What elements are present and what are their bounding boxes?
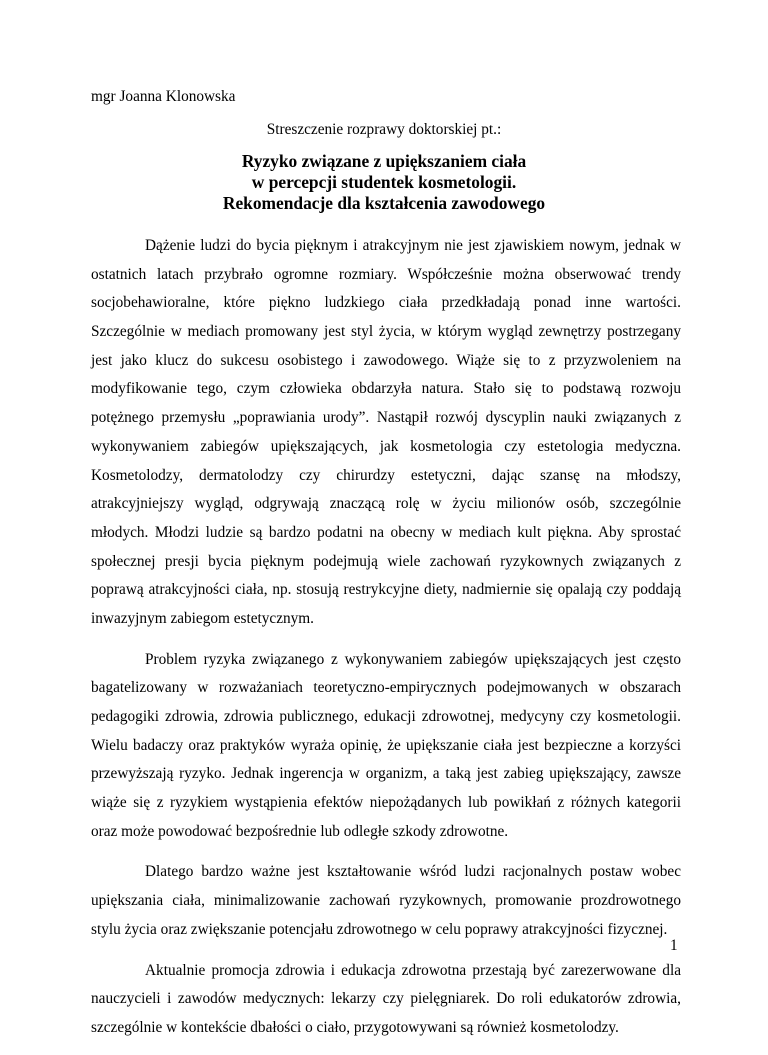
paragraph-line: młodych. Młodzi ludzie są bardzo podatni na obecny w mediach kult piękna. Aby sprostać: [91, 523, 681, 541]
paragraph-line: potężnego przemysłu „poprawiania urody”. Nastąpił rozwój dyscyplin nauki związanych z: [91, 409, 681, 427]
paragraph-line: ostatnich latach przybrało ogromne rozmiary. Współcześnie można obserwować trendy: [91, 265, 681, 283]
paragraph-line: poprawą atrakcyjności ciała, np. stosują restrykcyjne diety, nadmiernie się opalają czy poddają: [91, 581, 681, 599]
paragraph-line: Aktualnie promocja zdrowia i edukacja zdrowotna przestają być zarezerwowane dla: [145, 961, 681, 979]
body-paragraph: [91, 957, 681, 1043]
title-line: Ryzyko związane z upiększaniem ciała: [241, 151, 527, 171]
document-title: [0, 151, 768, 214]
paragraph-line: wykonywaniem zabiegów upiększających, jak kosmetologia czy estetologia medyczna.: [91, 437, 681, 455]
paragraph-line: pedagogiki zdrowia, zdrowia publicznego, edukacji zdrowotnej, medycyny czy kosmetologii.: [91, 708, 681, 725]
document-subtitle: Streszczenie rozprawy doktorskiej pt.:: [266, 121, 502, 138]
body-paragraph: [91, 646, 681, 847]
paragraph-line: jest jako klucz do sukcesu osobistego i zawodowego. Wiąże się to z przyzwoleniem na: [91, 351, 681, 369]
paragraph-line: Problem ryzyka związanego z wykonywaniem zabiegów upiększających jest często: [145, 650, 681, 668]
document-body: [91, 232, 681, 1055]
paragraph-line: wiąże się z ryzykiem wystąpienia efektów niepożądanych lub powikłań z różnych kategorii: [91, 794, 681, 812]
body-paragraph: [91, 858, 681, 944]
paragraph-line: atrakcyjniejszy wygląd, odgrywają znaczącą rolę w życiu milionów osób, szczególnie: [91, 495, 681, 513]
page-number: 1: [670, 937, 678, 954]
paragraph-line: przewyższają ryzyko. Jednak ingerencja w organizm, a taką jest zabieg upiększający, zawsze: [91, 765, 681, 783]
paragraph-line: społecznej presji bycia pięknym podejmują wiele zachowań ryzykownych związanych z: [91, 552, 681, 570]
title-line: w percepcji studentek kosmetologii.: [251, 172, 517, 192]
paragraph-line: inwazyjnym zabiegom estetycznym.: [91, 609, 315, 627]
paragraph-line: socjobehawioralne, które piękno ludzkiego ciała przedkładają ponad inne wartości.: [91, 294, 681, 312]
paragraph-line: stylu życia oraz zwiększanie potencjału zdrowotnego w celu poprawy atrakcyjności fizycznej.: [91, 920, 668, 938]
body-paragraph: [91, 232, 681, 634]
paragraph-line: nauczycieli i zawodów medycznych: lekarzy czy pielęgniarek. Do roli edukatorów zdrowia,: [91, 990, 681, 1008]
paragraph-line: modyfikowanie tego, czym człowieka obdarzyła natura. Stało się to podstawą rozwoju: [91, 380, 681, 398]
paragraph-line: bagatelizowany w rozważaniach teoretyczno-empirycznych podejmowanych w obszarach: [91, 679, 681, 697]
author-name: mgr Joanna Klonowska: [91, 88, 236, 105]
paragraph-line: Wielu badaczy oraz praktyków wyraża opinię, że upiększanie ciała jest bezpieczne a korzyści: [91, 736, 681, 754]
paragraph-line: Szczególnie w mediach promowany jest styl życia, w którym wygląd zewnętrzy postrzegany: [91, 323, 681, 341]
paragraph-line: szczególnie w kontekście dbałości o ciało, przygotowywani są również kosmetolodzy.: [91, 1018, 619, 1036]
paragraph-line: oraz może powodować bezpośrednie lub odległe szkody zdrowotne.: [91, 822, 509, 840]
paragraph-line: upiększania ciała, minimalizowanie zachowań ryzykownych, promowanie prozdrowotnego: [91, 892, 681, 910]
paragraph-line: Dążenie ludzi do bycia pięknym i atrakcyjnym nie jest zjawiskiem nowym, jednak w: [145, 237, 681, 254]
title-line: Rekomendacje dla kształcenia zawodowego: [222, 193, 546, 213]
paragraph-line: Kosmetolodzy, dermatolodzy czy chirurdzy estetyczni, dając szansę na młodszy,: [91, 466, 681, 484]
paragraph-line: Dlatego bardzo ważne jest kształtowanie wśród ludzi racjonalnych postaw wobec: [145, 863, 681, 881]
